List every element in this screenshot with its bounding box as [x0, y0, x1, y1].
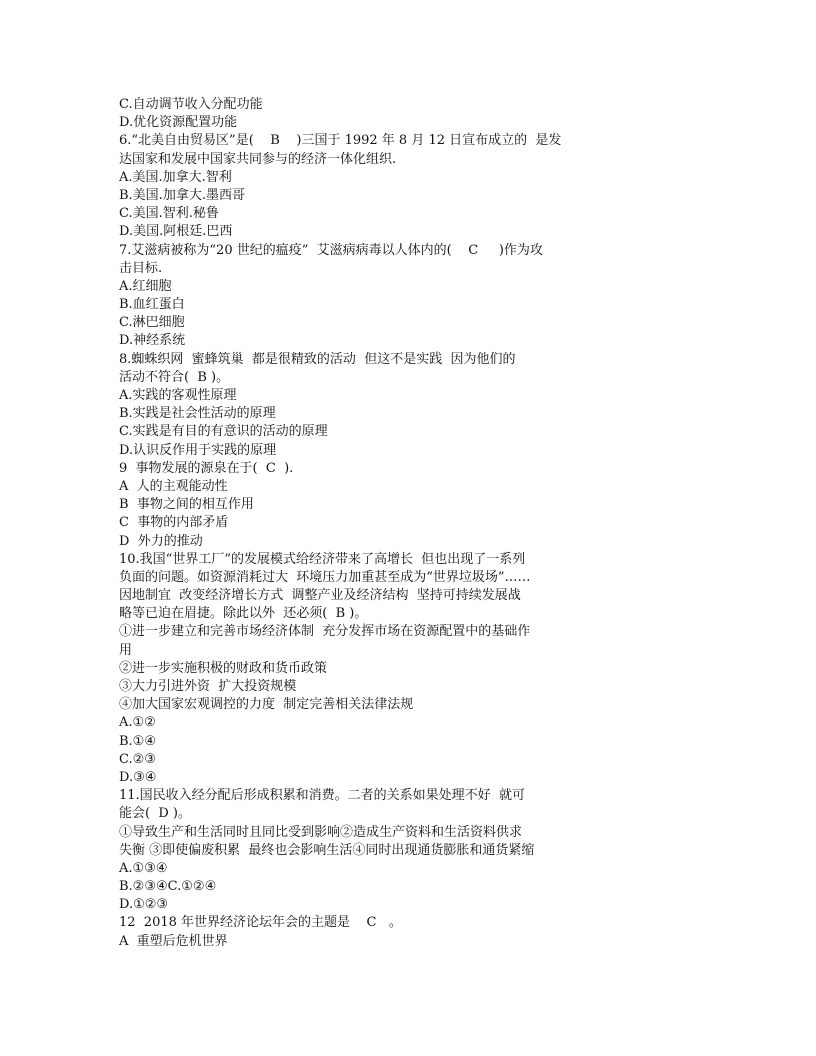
text-line: B.①④ [119, 733, 156, 749]
text-line: D.①②③ [119, 897, 169, 913]
text-line: A.美国.加拿大.智利 [119, 169, 232, 185]
text-line: D.认识反作用于实践的原理 [119, 442, 277, 458]
text-line: A.①③④ [119, 860, 168, 876]
text-line: 达国家和发展中国家共同参与的经济一体化组织. [119, 151, 397, 167]
text-line: 8.蜘蛛织网 蜜蜂筑巢 都是很精致的活动 但这不是实践 因为他们的 [119, 351, 516, 367]
text-line: 7.艾滋病被称为“20 世纪的瘟疫” 艾滋病病毒以人体内的( C )作为攻 [119, 242, 543, 258]
text-line: 9 事物发展的源泉在于( C ). [119, 460, 294, 476]
text-line: 略等已迫在眉捷。除此以外 还必须( B )。 [119, 606, 368, 622]
text-line: C.美国.智利.秘鲁 [119, 206, 219, 222]
text-line: 6.“北美自由贸易区”是( B )三国于 1992 年 8 月 12 日宣布成立的 是发 [119, 133, 562, 149]
text-line: ①进一步建立和完善市场经济体制 充分发挥市场在资源配置中的基础作 [119, 624, 531, 640]
text-line: 用 [119, 642, 133, 658]
text-line: 击目标. [119, 260, 163, 276]
text-line: ④加大国家宏观调控的力度 制定完善相关法律法规 [119, 697, 414, 713]
text-line: C.实践是有目的有意识的活动的原理 [119, 424, 328, 440]
text-line: 10.我国“世界工厂”的发展模式给经济带来了高增长 但也出现了一系列 [119, 551, 526, 567]
text-line: 12 2018 年世界经济论坛年会的主题是 C 。 [119, 915, 402, 931]
text-line: 失衡 ③即使偏废积累 最终也会影响生活④同时出现通货膨胀和通货紧缩 [119, 842, 535, 858]
text-line: A 人的主观能动性 [119, 478, 228, 494]
text-line: B.血红蛋白 [119, 297, 185, 313]
text-line: 能会( D )。 [119, 806, 191, 822]
text-line: C.淋巴细胞 [119, 315, 185, 331]
text-line: C.自动调节收入分配功能 [119, 97, 263, 112]
document-text [119, 96, 639, 951]
text-line: B.实践是社会性活动的原理 [119, 406, 276, 422]
text-line: A.实践的客观性原理 [119, 388, 237, 403]
text-line: B 事物之间的相互作用 [119, 497, 254, 513]
text-line: ③大力引进外资 扩大投资规模 [119, 679, 297, 694]
text-line: C.②③ [119, 751, 156, 767]
text-line: A.①② [119, 715, 156, 731]
text-line: 活动不符合( B )。 [119, 369, 230, 385]
text-line: C 事物的内部矛盾 [119, 515, 229, 531]
text-line: D.美国.阿根廷.巴西 [119, 224, 233, 240]
text-line: B.②③④C.①②④ [119, 879, 217, 895]
text-line: D.优化资源配置功能 [119, 115, 238, 131]
text-line: D.③④ [119, 769, 157, 785]
text-line: ②进一步实施积极的财政和货币政策 [119, 660, 328, 676]
text-line: D 外力的推动 [119, 533, 203, 549]
text-line: ①导致生产和生活同时且同比受到影响②造成生产资料和生活资料供求 [119, 824, 523, 840]
text-line: 11.国民收入经分配后形成积累和消费。二者的关系如果处理不好 就可 [119, 788, 525, 804]
text-line: 因地制宜 改变经济增长方式 调整产业及经济结构 坚持可持续发展战 [119, 588, 521, 604]
text-line: A.红细胞 [119, 278, 172, 294]
text-line: B.美国.加拿大.墨西哥 [119, 187, 245, 203]
text-line: A 重塑后危机世界 [119, 933, 228, 949]
text-line: D.神经系统 [119, 333, 186, 349]
text-line: 负面的问题。如资源消耗过大 环境压力加重甚至成为“世界垃圾场”…… [119, 569, 531, 585]
